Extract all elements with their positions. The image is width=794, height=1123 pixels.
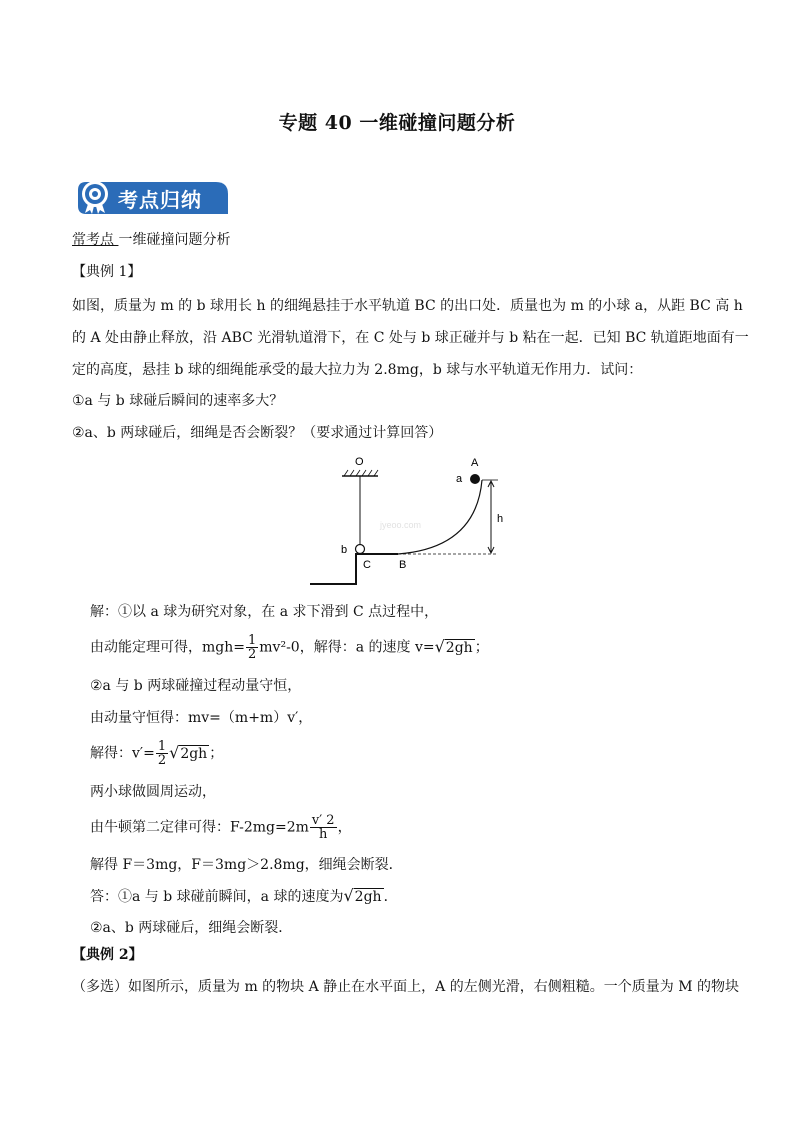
solution-line-1: 解：①以 a 球为研究对象，在 a 求下滑到 C 点过程中， [90,604,439,620]
problem-line-1: 如图，质量为 m 的 b 球用长 h 的细绳悬挂于水平轨道 BC 的出口处．质量也为 m 的小球 a，从距 BC 高 h [72,298,743,314]
question-1: ①a 与 b 球碰后瞬间的速率多大？ [72,393,284,409]
label-a: a [456,473,463,485]
fraction-half: $\frac{1}{2}$ [247,633,257,662]
banner-label: 考点归纳 [118,188,202,212]
solution-line-2: 由动能定理可得，mgh= $\frac{1}{2}$ mv²-0，解得：a 的速度 v=√2gh ； [90,633,489,662]
solution-line-8: 解得 F＝3mg，F＝3mg＞2.8mg，细绳会断裂． [90,857,403,873]
fraction-half: $\frac{1}{2}$ [157,739,167,768]
example2-line-1: （多选）如图所示，质量为 m 的物块 A 静止在水平面上，A 的左侧光滑，右侧粗糙。一个质量为 M 的物块 [72,979,739,995]
label-C: C [363,559,371,571]
sqrt-expression: √2gh [434,636,473,656]
track-diagram [300,452,530,592]
section-prefix: 常考点 [72,232,119,248]
example1-heading: 【典例 1】 [72,264,142,280]
label-h: h [497,513,504,525]
label-B: B [399,559,407,571]
question-2: ②a、b 两球碰后，细绳是否会断裂？（要求通过计算回答） [72,425,443,441]
solution-line-4: 由动量守恒得：mv=（m+m）v′， [90,710,313,726]
ball-a [470,474,480,484]
example2-heading: 【典例 2】 [72,947,143,963]
problem-line-3: 定的高度，悬挂 b 球的细绳能承受的最大拉力为 2.8mg，b 球与水平轨道无作用力．试问： [72,362,643,378]
watermark: jyeoo.com [380,520,422,530]
sqrt-expression: √2gh [169,742,208,762]
fraction-velocity-over-h: $\frac{v' 2}{h}$ [311,813,335,842]
sqrt-expression: √2gh [343,886,382,905]
solution-line-7: 由牛顿第二定律可得：F-2mg=2m $\frac{v' 2}{h}$ ， [90,813,352,842]
section-name: 一维碰撞问题分析 [118,232,231,248]
label-A: A [471,457,479,469]
label-b: b [341,544,348,556]
label-O: O [355,456,364,468]
answer-line-2: ②a、b 两球碰后，细绳会断裂． [90,920,293,936]
problem-line-2: 的 A 处由静止释放，沿 ABC 光滑轨道滑下，在 C 处与 b 球正碰并与 b 粘在一起．已知 BC 轨道距地面有一 [72,330,749,346]
solution-line-3: ②a 与 b 两球碰撞过程动量守恒， [90,678,302,694]
answer-line-1: 答：①a 与 b 球碰前瞬间，a 球的速度为√2gh ． [90,886,398,905]
solution-line-5: 解得：v′= $\frac{1}{2}$ √2gh ； [90,739,224,768]
section-line [72,230,230,250]
solution-line-6: 两小球做圆周运动， [90,784,216,800]
page-title: 专题 40 一维碰撞问题分析 [278,112,516,134]
ball-b [356,545,365,554]
